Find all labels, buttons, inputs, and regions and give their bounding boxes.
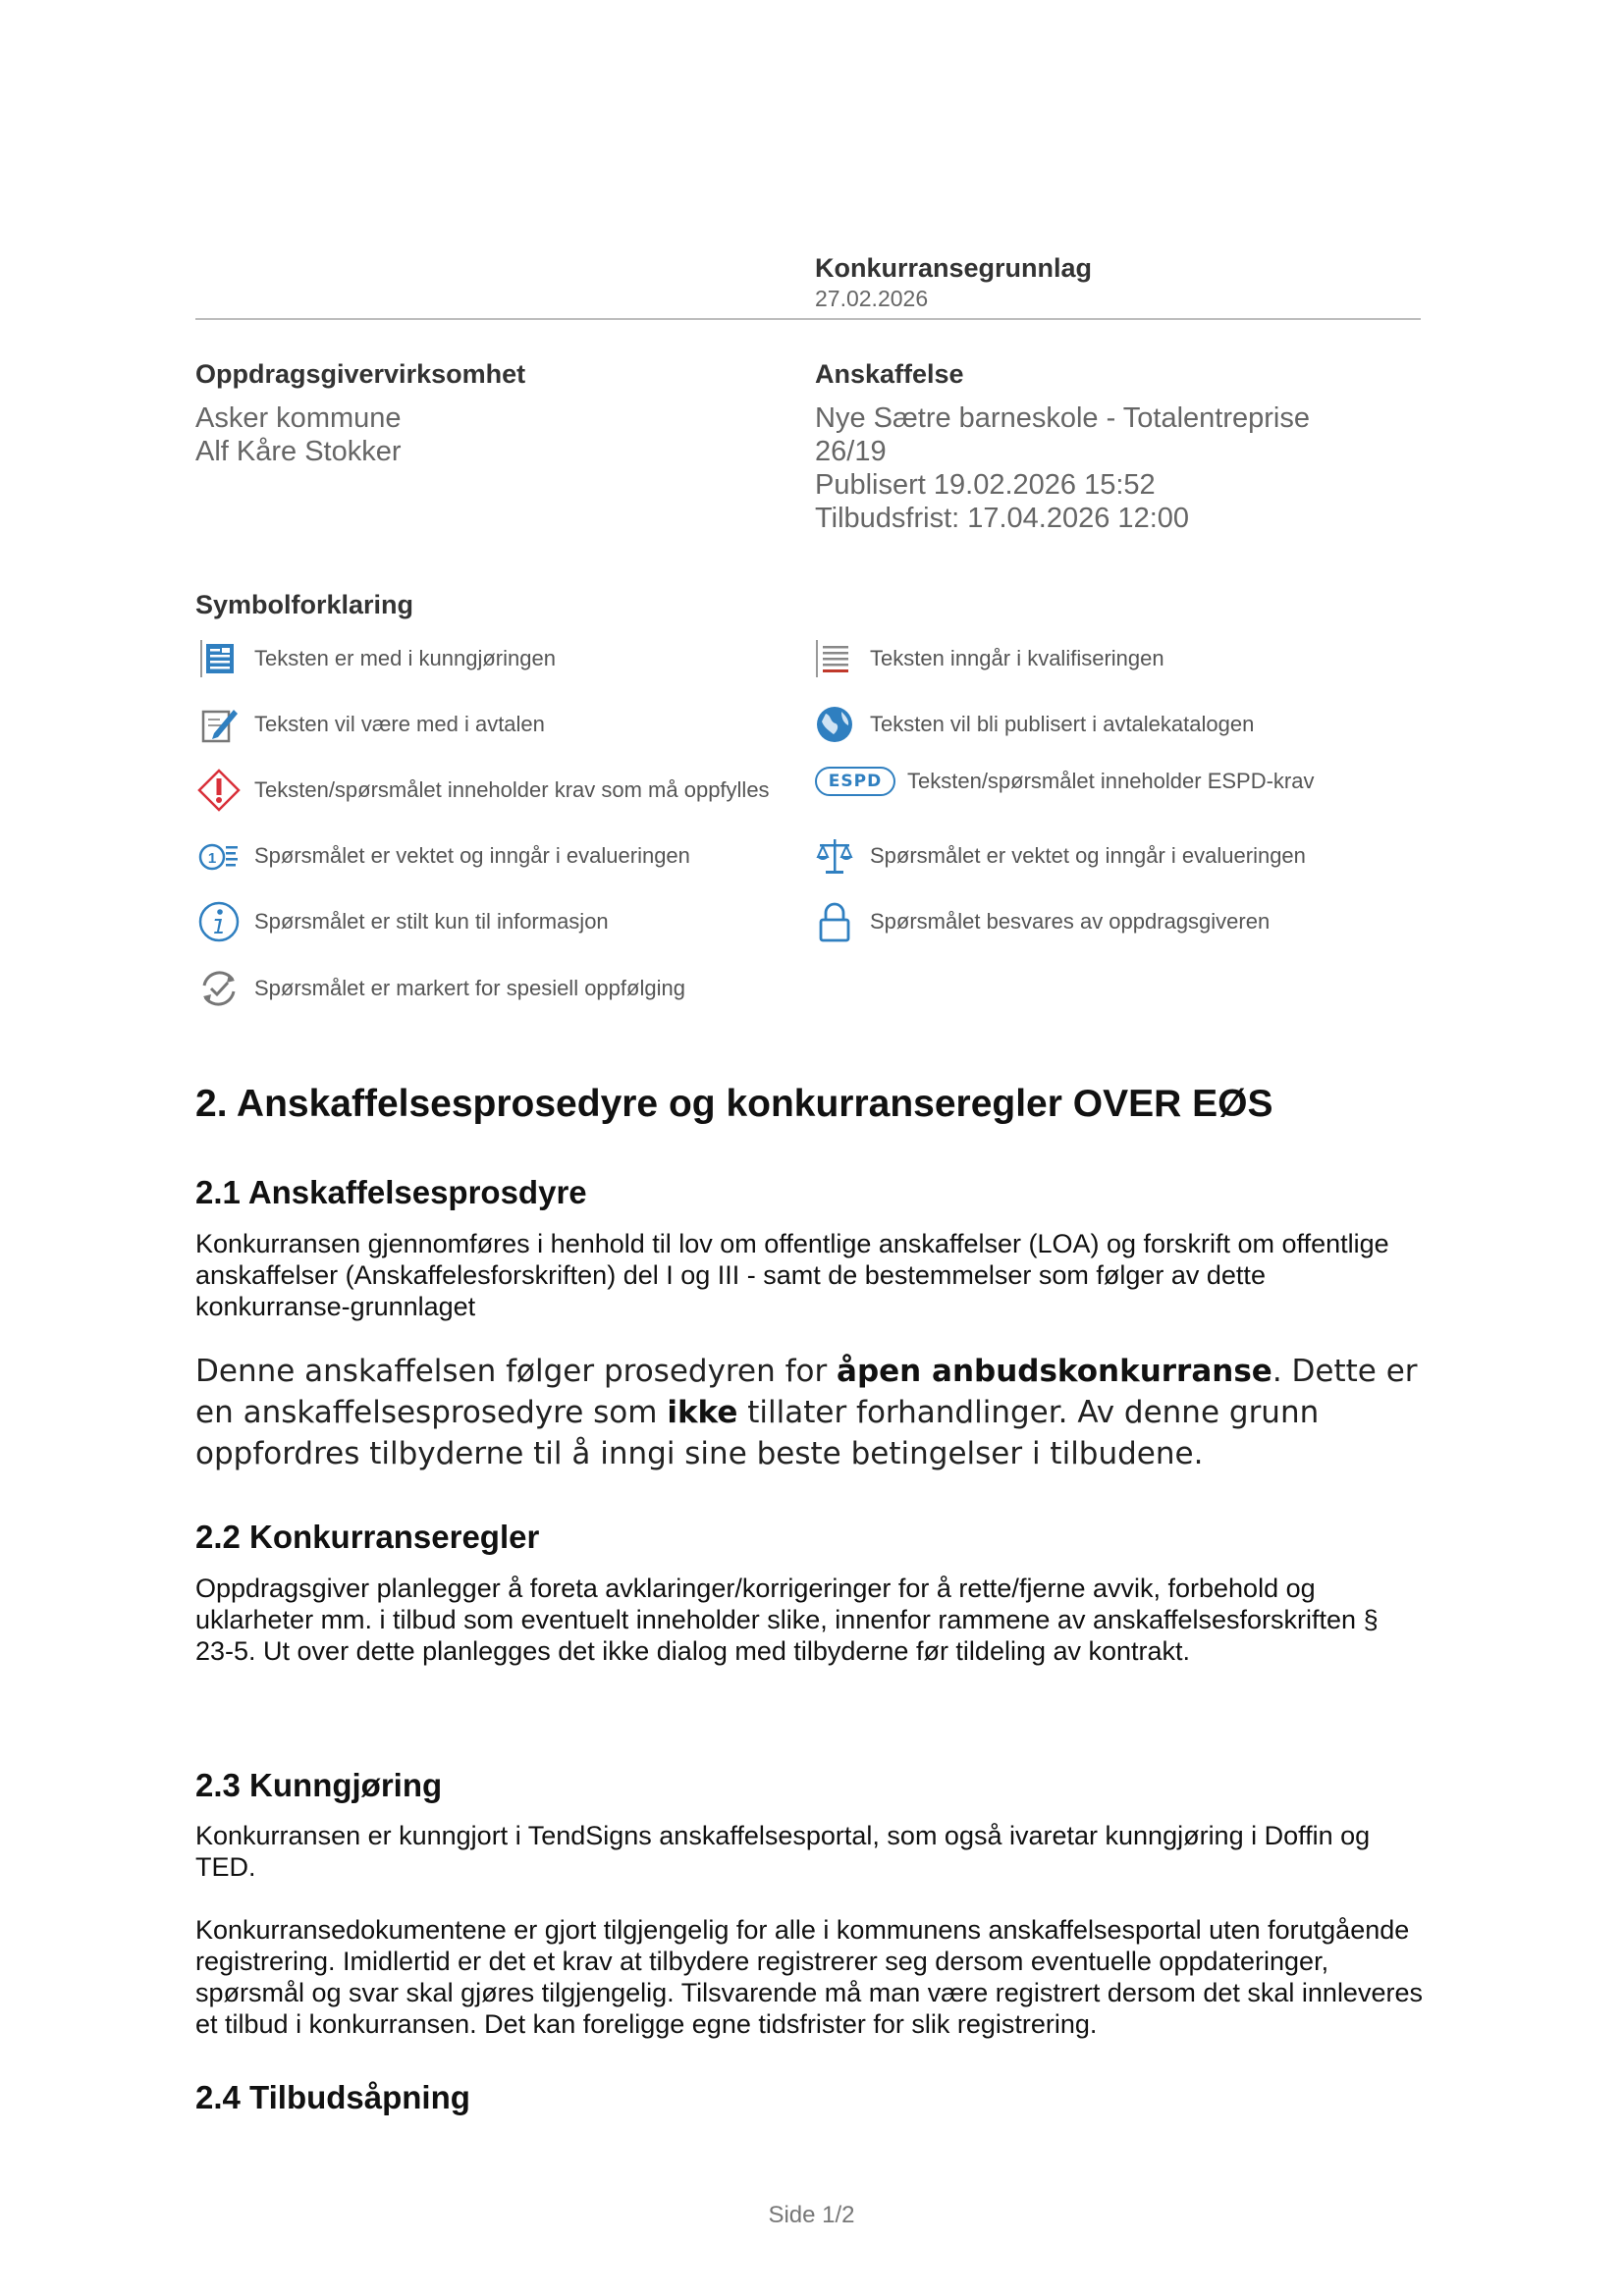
announcement-icon: [195, 635, 243, 682]
legend-item: [811, 635, 1164, 682]
section-2-4-title: 2.4 Tilbudsåpning: [195, 2079, 470, 2115]
legend-text: Teksten vil bli publisert i avtalekatalogen: [870, 712, 1255, 736]
espd-icon: ESPD: [815, 767, 895, 796]
legend-item: [811, 701, 1254, 748]
section-2-1-paragraph: Konkurransen gjennomføres i henhold til lov om offentlige anskaffelser (LOA) og forskrift om offentlige anskaffelser (Anskaffelesforskriften) del I og III - samt de bestemmelser som følger av dette konkurranse-grunnlaget: [195, 1229, 1389, 1321]
legend-text: Spørsmålet er stilt kun til informasjon: [254, 909, 609, 934]
globe-icon: [811, 701, 858, 748]
legend-item: [195, 832, 690, 880]
weighted-evaluation-icon: [195, 832, 243, 880]
section-2-3-title: 2.3 Kunngjøring: [195, 1767, 443, 1803]
procurement-label: Anskaffelse: [815, 359, 964, 389]
section-2-3-paragraph: Konkurransedokumentene er gjort tilgjengelig for alle i kommunens anskaffelsesportal uten forutgående registrering. Imidlertid er det et krav at tilbydere registrerer seg dersom eventuelle oppdateringer, spørsmål og svar skal gjøres tilgjengelig. Tilsvarende må man være registrert dersom det skal innleveres et tilbud i konkurransen. Det kan foreligge egne tidsfrister for slik registrering.: [195, 1915, 1423, 2039]
section-2-1-title: 2.1 Anskaffelsesprosdyre: [195, 1174, 587, 1210]
legend-text: Spørsmålet besvares av oppdragsgiveren: [870, 909, 1271, 934]
section-2-3-paragraph: Konkurransen er kunngjort i TendSigns anskaffelsesportal, som også ivaretar kunngjøring i Doffin og TED.: [195, 1821, 1371, 1882]
procurement-ref: 26/19: [815, 436, 887, 467]
svg-text:1: 1: [207, 850, 217, 867]
legend-text: Teksten er med i kunngjøringen: [254, 646, 556, 670]
followup-icon: [195, 965, 243, 1012]
page-number: Side 1/2: [768, 2202, 855, 2228]
section-2-2-paragraph: Oppdragsgiver planlegger å foreta avklaringer/korrigeringer for å rette/fjerne avvik, forbehold og uklarheter mm. i tilbud som eventuelt inneholder slike, innenfor rammene av anskaffelsesforskriften § 23-5. Ut over dette planlegges det ikke dialog med tilbyderne før tildeling av kontrakt.: [195, 1574, 1379, 1666]
warning-icon: [195, 767, 243, 814]
scales-icon: [811, 832, 858, 880]
legend-item: [195, 767, 770, 814]
legend-item: [195, 635, 556, 682]
legend-item: [195, 898, 609, 945]
legend-item: [815, 767, 1315, 796]
legend-text: Teksten/spørsmålet inneholder ESPD-krav: [907, 769, 1315, 793]
legend-item: [811, 898, 1270, 945]
document-type: Konkurransegrunnlag: [815, 253, 1093, 283]
legend-item: [811, 832, 1306, 880]
section-2-2-title: 2.2 Konkurranseregler: [195, 1519, 540, 1555]
document-date: 27.02.2026: [815, 286, 929, 311]
procurement-deadline: Tilbudsfrist: 17.04.2026 12:00: [815, 503, 1190, 534]
procurement-title: Nye Sætre barneskole - Totalentreprise: [815, 402, 1310, 434]
client-person: Alf Kåre Stokker: [195, 436, 402, 467]
section-title: 2. Anskaffelsesprosedyre og konkurranseregler OVER EØS: [195, 1083, 1273, 1125]
procurement-published: Publisert 19.02.2026 15:52: [815, 469, 1156, 501]
legend-text: Teksten vil være med i avtalen: [254, 712, 545, 736]
header-divider: [195, 318, 1421, 320]
contract-icon: [195, 701, 243, 748]
legend-text: Spørsmålet er markert for spesiell oppfølging: [254, 976, 685, 1000]
legend-text: Teksten/spørsmålet inneholder krav som må oppfylles: [254, 777, 770, 802]
legend-title: Symbolforklaring: [195, 590, 414, 619]
client-label: Oppdragsgivervirksomhet: [195, 359, 526, 389]
legend-item: [195, 701, 545, 748]
client-org: Asker kommune: [195, 402, 402, 434]
legend-text: Spørsmålet er vektet og inngår i evalueringen: [254, 843, 690, 868]
info-icon: [195, 898, 243, 945]
legend-item: [195, 965, 685, 1012]
lock-icon: [811, 898, 858, 945]
qualification-icon: [811, 635, 858, 682]
legend-text: Spørsmålet er vektet og inngår i evalueringen: [870, 843, 1306, 868]
legend-text: Teksten inngår i kvalifiseringen: [870, 646, 1164, 670]
section-2-1-procedure-paragraph: Denne anskaffelsen følger prosedyren for åpen anbudskonkurranse. Dette er en anskaffelsesprosedyre som ikke tillater forhandlinger. Av denne grunn oppfordres tilbyderne til å inngi sine beste betingelser i tilbudene.: [195, 1354, 1418, 1471]
